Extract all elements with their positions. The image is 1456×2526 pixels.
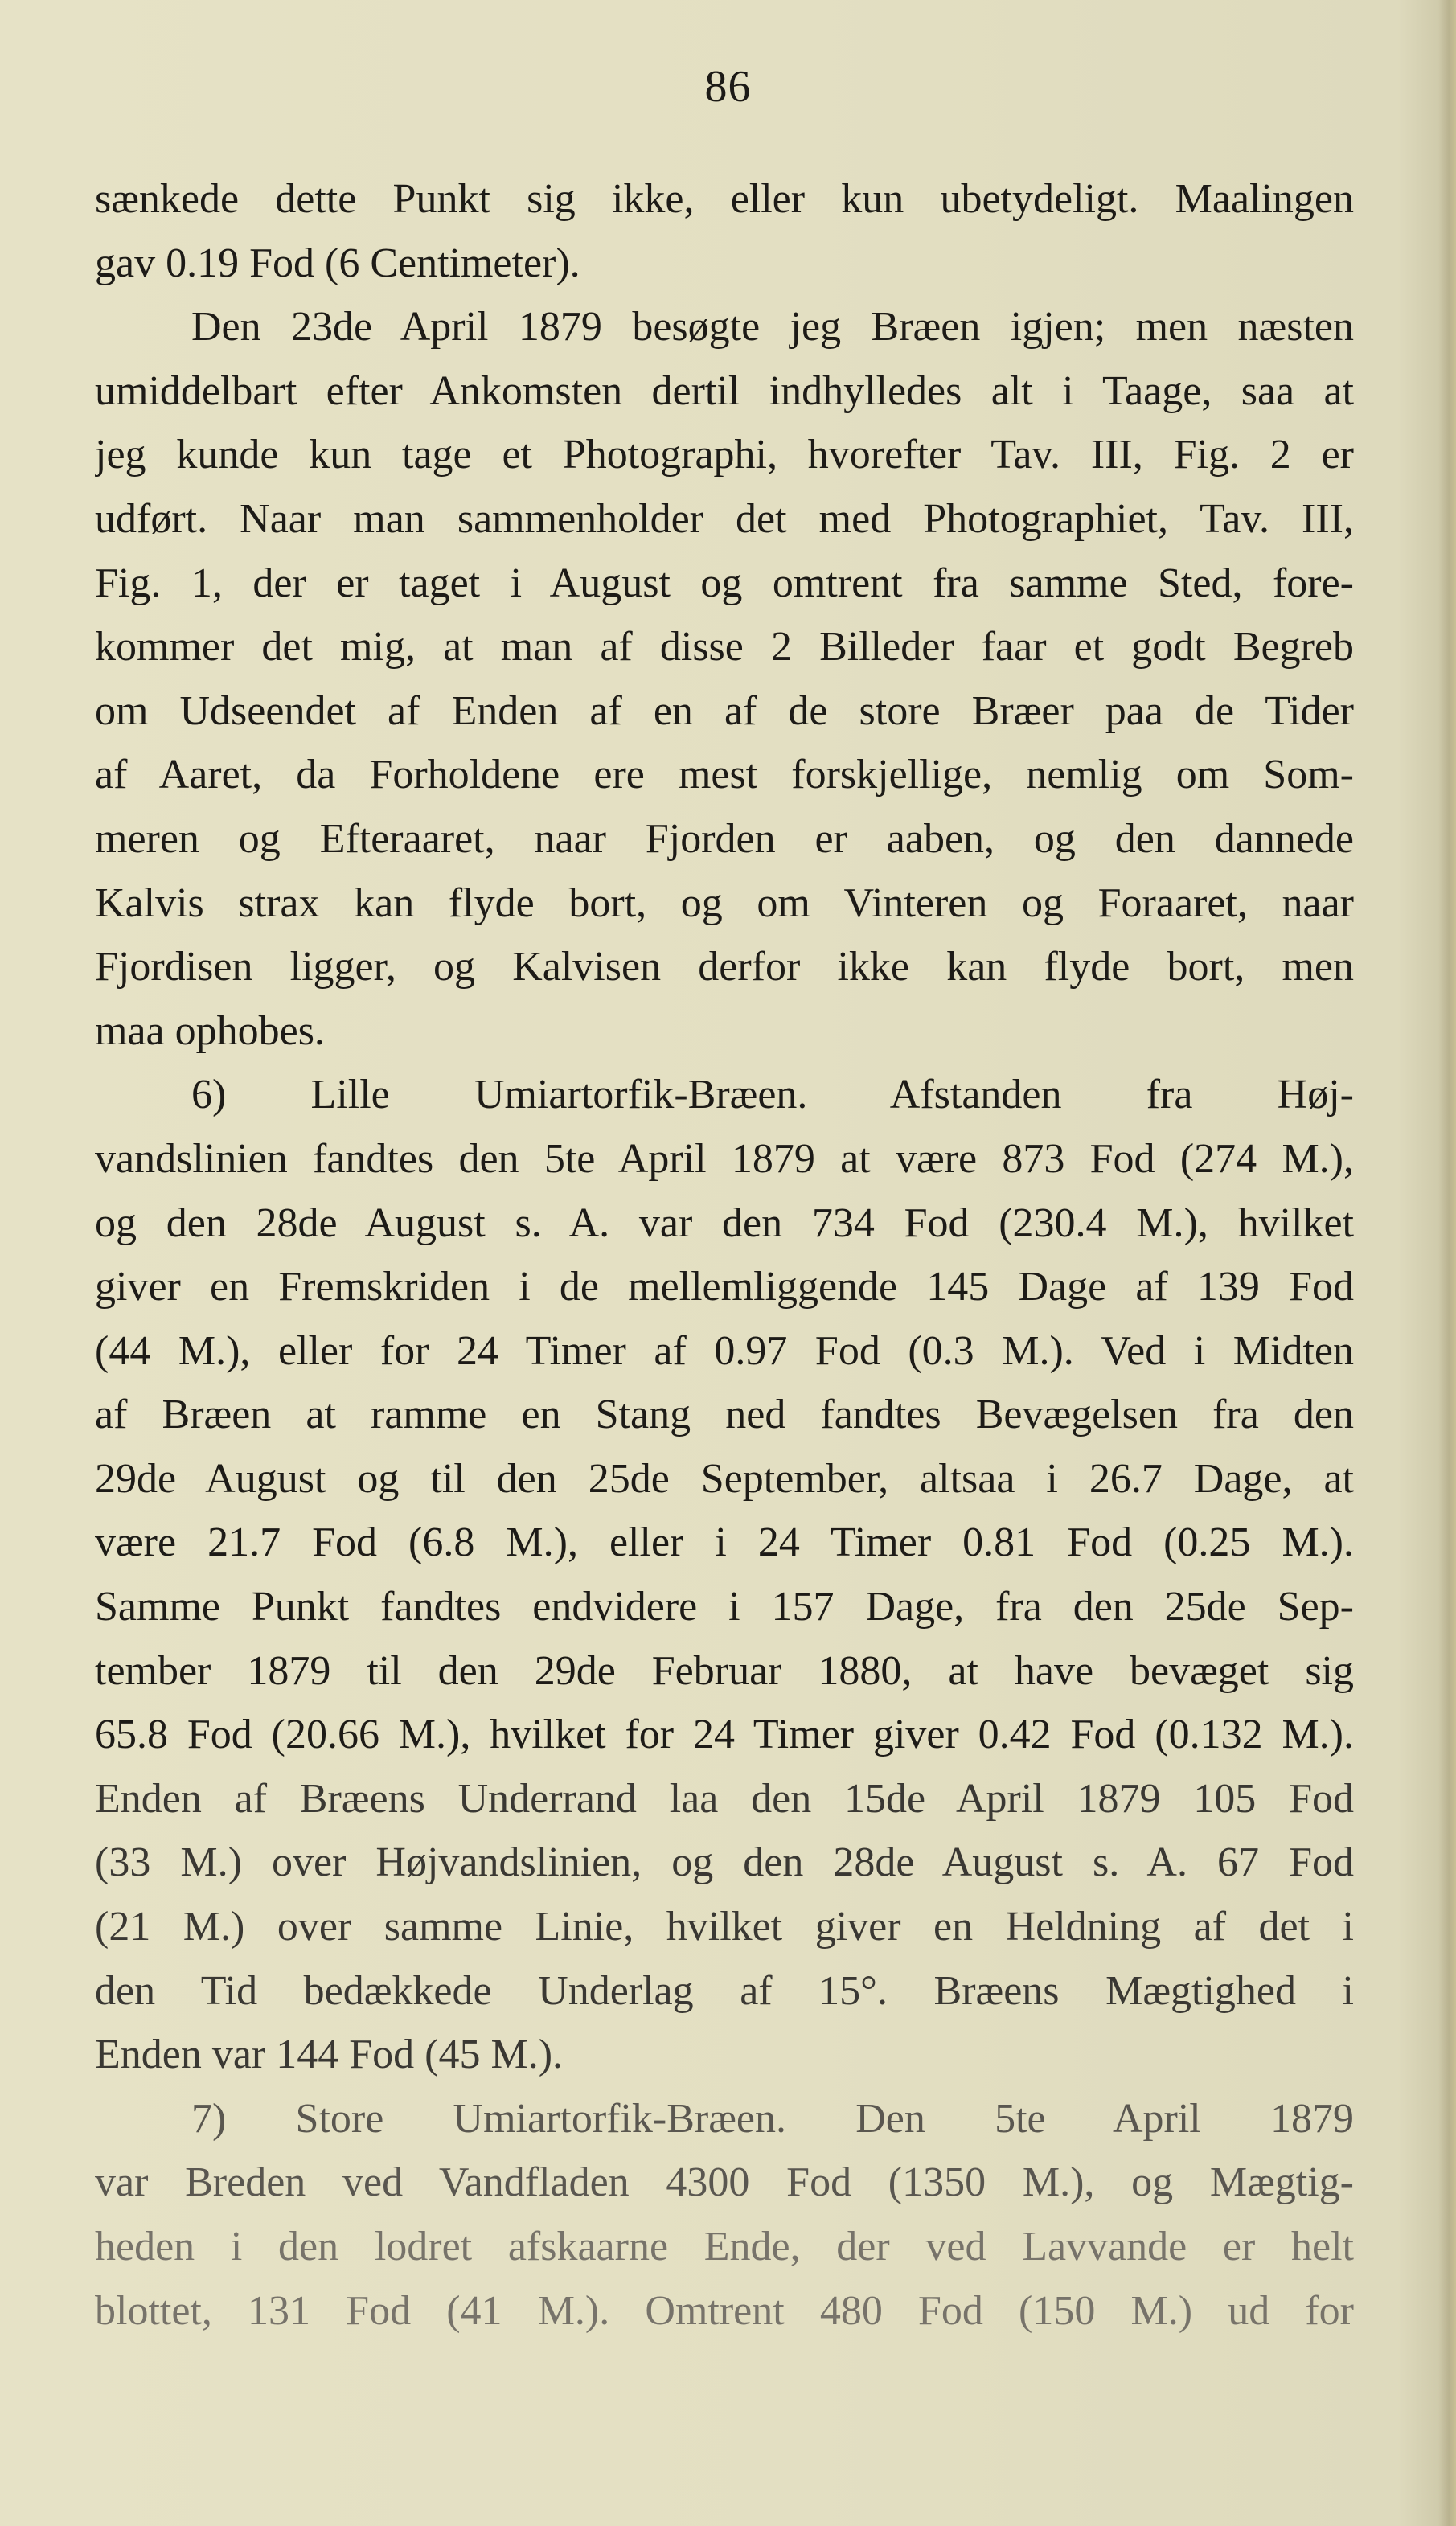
text-line: (33 M.) over Højvandslinien, og den 28de August s. A. 67 Fod	[95, 1839, 1354, 1886]
section-heading-line: 6) Lille Umiartorfik-Bræen. Afstanden fra Høj-	[191, 1072, 1354, 1118]
text-line: Samme Punkt fandtes endvidere i 157 Dage, fra den 25de Sep-	[95, 1584, 1354, 1630]
text-line: 65.8 Fod (20.66 M.), hvilket for 24 Timer giver 0.42 Fod (0.132 M.).	[95, 1712, 1354, 1758]
text-line: heden i den lodret afskaarne Ende, der ved Lavvande er helt	[95, 2224, 1354, 2270]
text-line: umiddelbart efter Ankomsten dertil indhylledes alt i Taage, saa at	[95, 367, 1354, 414]
text-line: tember 1879 til den 29de Februar 1880, at have bevæget sig	[95, 1647, 1354, 1694]
page-edge-shadow	[1438, 0, 1456, 2526]
text-line: kommer det mig, at man af disse 2 Billeder faar et godt Begreb	[95, 624, 1354, 670]
text-line: og den 28de August s. A. var den 734 Fod (230.4 M.), hvilket	[95, 1199, 1354, 1246]
text-line: Enden var 144 Fod (45 M.).	[95, 2032, 564, 2078]
text-line: (21 M.) over samme Linie, hvilket giver en Heldning af det i	[95, 1904, 1354, 1950]
text-line: var Breden ved Vandfladen 4300 Fod (1350 M.), og Mægtig-	[95, 2159, 1354, 2206]
body-text	[95, 167, 1354, 2343]
text-line: blottet, 131 Fod (41 M.). Omtrent 480 Fod (150 M.) ud for	[95, 2287, 1354, 2334]
text-line: Kalvis strax kan flyde bort, og om Vinteren og Foraaret, naar	[95, 880, 1354, 926]
text-line: Enden af Bræens Underrand laa den 15de April 1879 105 Fod	[95, 1775, 1354, 1822]
section-heading-line: 7) Store Umiartorfik-Bræen. Den 5te April 1879	[191, 2095, 1354, 2142]
text-line: jeg kunde kun tage et Photographi, hvorefter Tav. III, Fig. 2 er	[95, 432, 1354, 478]
page-number: 86	[704, 62, 752, 112]
text-line: maa ophobes.	[95, 1007, 325, 1054]
text-line: Fjordisen ligger, og Kalvisen derfor ikke kan flyde bort, men	[95, 944, 1354, 990]
text-line: Den 23de April 1879 besøgte jeg Bræen igjen; men næsten	[191, 304, 1354, 351]
text-line: sænkede dette Punkt sig ikke, eller kun ubetydeligt. Maalingen	[95, 176, 1354, 222]
text-line: udført. Naar man sammenholder det med Photographiet, Tav. III,	[95, 495, 1354, 542]
text-line: gav 0.19 Fod (6 Centimeter).	[95, 240, 580, 286]
text-line: (44 M.), eller for 24 Timer af 0.97 Fod (0.3 M.). Ved i Midten	[95, 1327, 1354, 1374]
text-line: giver en Fremskriden i de mellemliggende 145 Dage af 139 Fod	[95, 1264, 1354, 1310]
text-line: Fig. 1, der er taget i August og omtrent fra samme Sted, fore-	[95, 560, 1354, 606]
text-line: 29de August og til den 25de September, altsaa i 26.7 Dage, at	[95, 1455, 1354, 1502]
text-line: vandslinien fandtes den 5te April 1879 at være 873 Fod (274 M.),	[95, 1135, 1354, 1182]
text-line: meren og Efteraaret, naar Fjorden er aaben, og den dannede	[95, 815, 1354, 862]
text-line: af Bræen at ramme en Stang ned fandtes Bevægelsen fra den	[95, 1392, 1354, 1438]
text-line: om Udseendet af Enden af en af de store Bræer paa de Tider	[95, 687, 1354, 734]
text-line: den Tid bedækkede Underlag af 15°. Bræens Mægtighed i	[95, 1967, 1354, 2014]
text-line: være 21.7 Fod (6.8 M.), eller i 24 Timer 0.81 Fod (0.25 M.).	[95, 1519, 1354, 1566]
text-line: af Aaret, da Forholdene ere mest forskjellige, nemlig om Som-	[95, 752, 1354, 798]
